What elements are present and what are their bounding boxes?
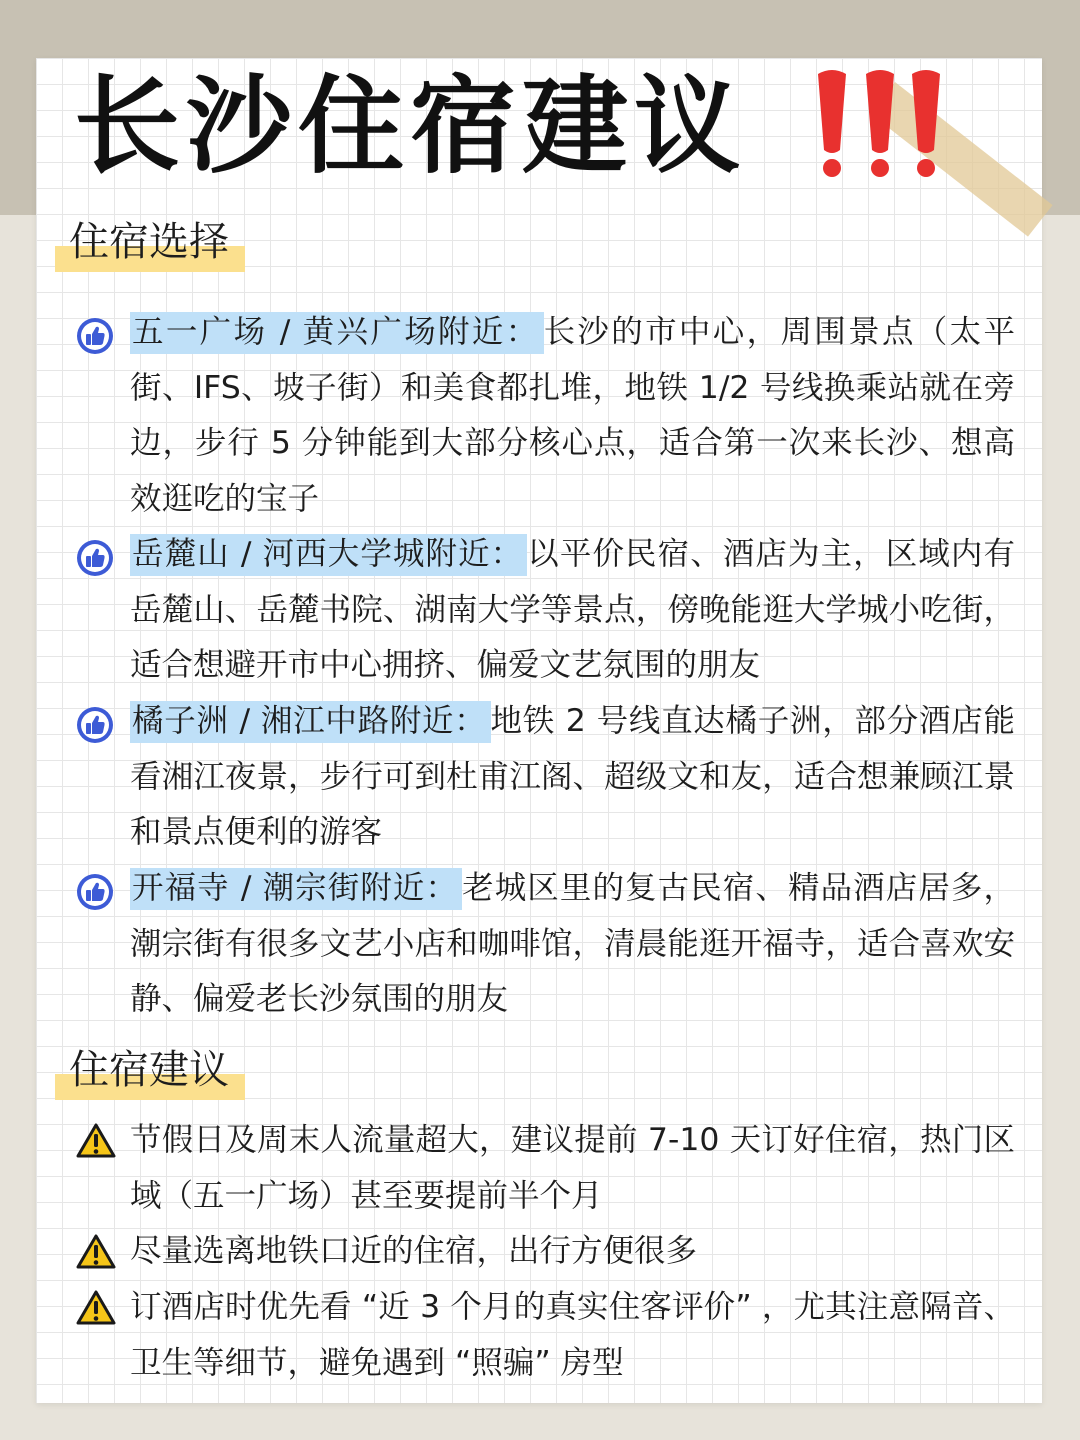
location-label: 开福寺 / 潮宗街附近： bbox=[130, 868, 462, 910]
location-label: 橘子洲 / 湘江中路附近： bbox=[130, 701, 491, 743]
list-item bbox=[76, 1280, 1026, 1391]
warning-triangle-icon bbox=[76, 1290, 116, 1326]
exclamation-mark-icon bbox=[906, 68, 946, 180]
warning-triangle-icon bbox=[76, 1123, 116, 1159]
thumbs-up-icon bbox=[76, 317, 114, 355]
location-description: 老城区里的复古民宿、精品酒店居多，潮宗街有很多文艺小店和咖啡馆，清晨能逛开福寺，适合喜欢安静、偏爱老长沙氛围的朋友 bbox=[130, 870, 1016, 1017]
thumbs-up-icon bbox=[76, 539, 114, 577]
section-heading-text: 住宿建议 bbox=[69, 1047, 229, 1093]
list-item-text bbox=[130, 305, 1015, 527]
list-item-text bbox=[130, 527, 1015, 694]
list-item bbox=[76, 694, 1026, 861]
warning-triangle-icon bbox=[76, 1234, 116, 1270]
list-item-text: 节假日及周末人流量超大，建议提前 7-10 天订好住宿，热门区域（五一广场）甚至要提前半个月 bbox=[130, 1122, 1015, 1214]
list-item-text: 订酒店时优先看 “近 3 个月的真实住客评价” ，尤其注意隔音、卫生等细节，避免遇到 “照骗” 房型 bbox=[130, 1289, 1015, 1381]
location-label: 岳麓山 / 河西大学城附近： bbox=[130, 534, 527, 576]
list-item-text bbox=[130, 694, 1015, 861]
thumbs-up-icon bbox=[76, 706, 114, 744]
list-item bbox=[76, 1224, 1026, 1280]
location-label: 五一广场 / 黄兴广场附近： bbox=[130, 312, 544, 354]
location-description: 以平价民宿、酒店为主，区域内有岳麓山、岳麓书院、湖南大学等景点，傍晚能逛大学城小吃街，适合想避开市中心拥挤、偏爱文艺氛围的朋友 bbox=[130, 536, 1015, 683]
page-title: 长沙住宿建议 bbox=[74, 65, 746, 188]
list-item-text bbox=[130, 861, 1015, 1028]
list-item bbox=[76, 305, 1026, 527]
section-heading-text: 住宿选择 bbox=[69, 219, 229, 265]
exclamation-mark-icon bbox=[812, 68, 852, 180]
list-item-text: 尽量选离地铁口近的住宿，出行方便很多 bbox=[130, 1233, 698, 1269]
list-item bbox=[76, 1113, 1026, 1224]
list-item bbox=[76, 527, 1026, 694]
location-description: 长沙的市中心，周围景点（太平街、IFS、坡子街）和美食都扎堆，地铁 1/2 号线换乘站就在旁边，步行 5 分钟能到大部分核心点，适合第一次来长沙、想高效逛吃的宝子 bbox=[130, 314, 1015, 517]
exclamation-mark-icon bbox=[860, 68, 900, 180]
location-description: 地铁 2 号线直达橘子洲，部分酒店能看湘江夜景，步行可到杜甫江阁、超级文和友，适合想兼顾江景和景点便利的游客 bbox=[130, 703, 1015, 850]
thumbs-up-icon bbox=[76, 873, 114, 911]
list-item bbox=[76, 861, 1026, 1028]
